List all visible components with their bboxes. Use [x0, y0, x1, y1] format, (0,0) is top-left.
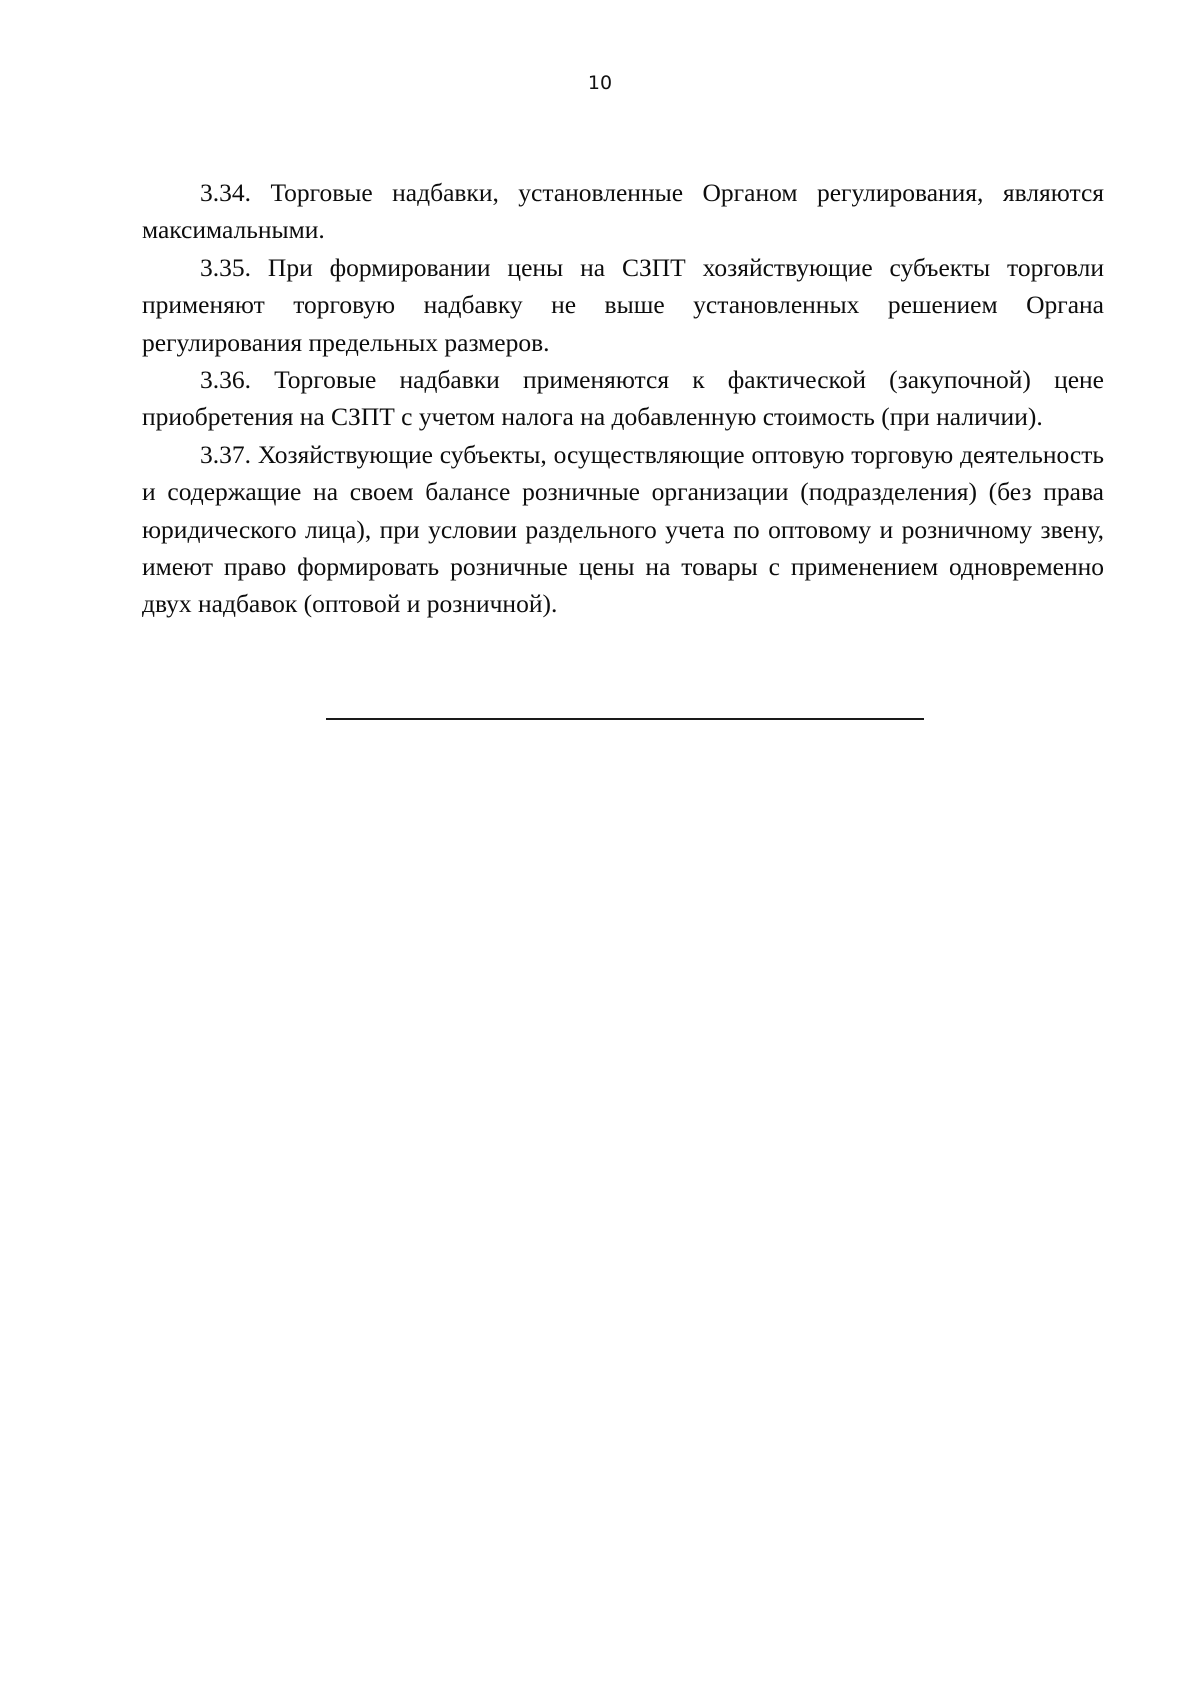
document-body: [142, 174, 1104, 623]
page-number: 10: [587, 72, 613, 94]
paragraph-3-37: 3.37. Хозяйствующие субъекты, осуществляющие оптовую торговую деятельность и содержащие на своем балансе розничные организации (подразделения) (без права юридического лица), при условии раздельного учета по оптовому и розничному звену, имеют право формировать розничные цены на товары с применением одновременно двух надбавок (оптовой и розничной).: [142, 439, 1104, 619]
paragraph-3-36: 3.36. Торговые надбавки применяются к фактической (закупочной) цене приобретения на СЗПТ с учетом налога на добавленную стоимость (при наличии).: [142, 365, 1104, 432]
end-of-document-line: [326, 718, 924, 720]
paragraph-3-35: 3.35. При формировании цены на СЗПТ хозяйствующие субъекты торговли применяют торговую надбавку не выше установленных решением Органа регулирования предельных размеров.: [142, 252, 1104, 357]
paragraph-3-34: 3.34. Торговые надбавки, установленные Органом регулирования, являются максимальными.: [142, 178, 1104, 245]
